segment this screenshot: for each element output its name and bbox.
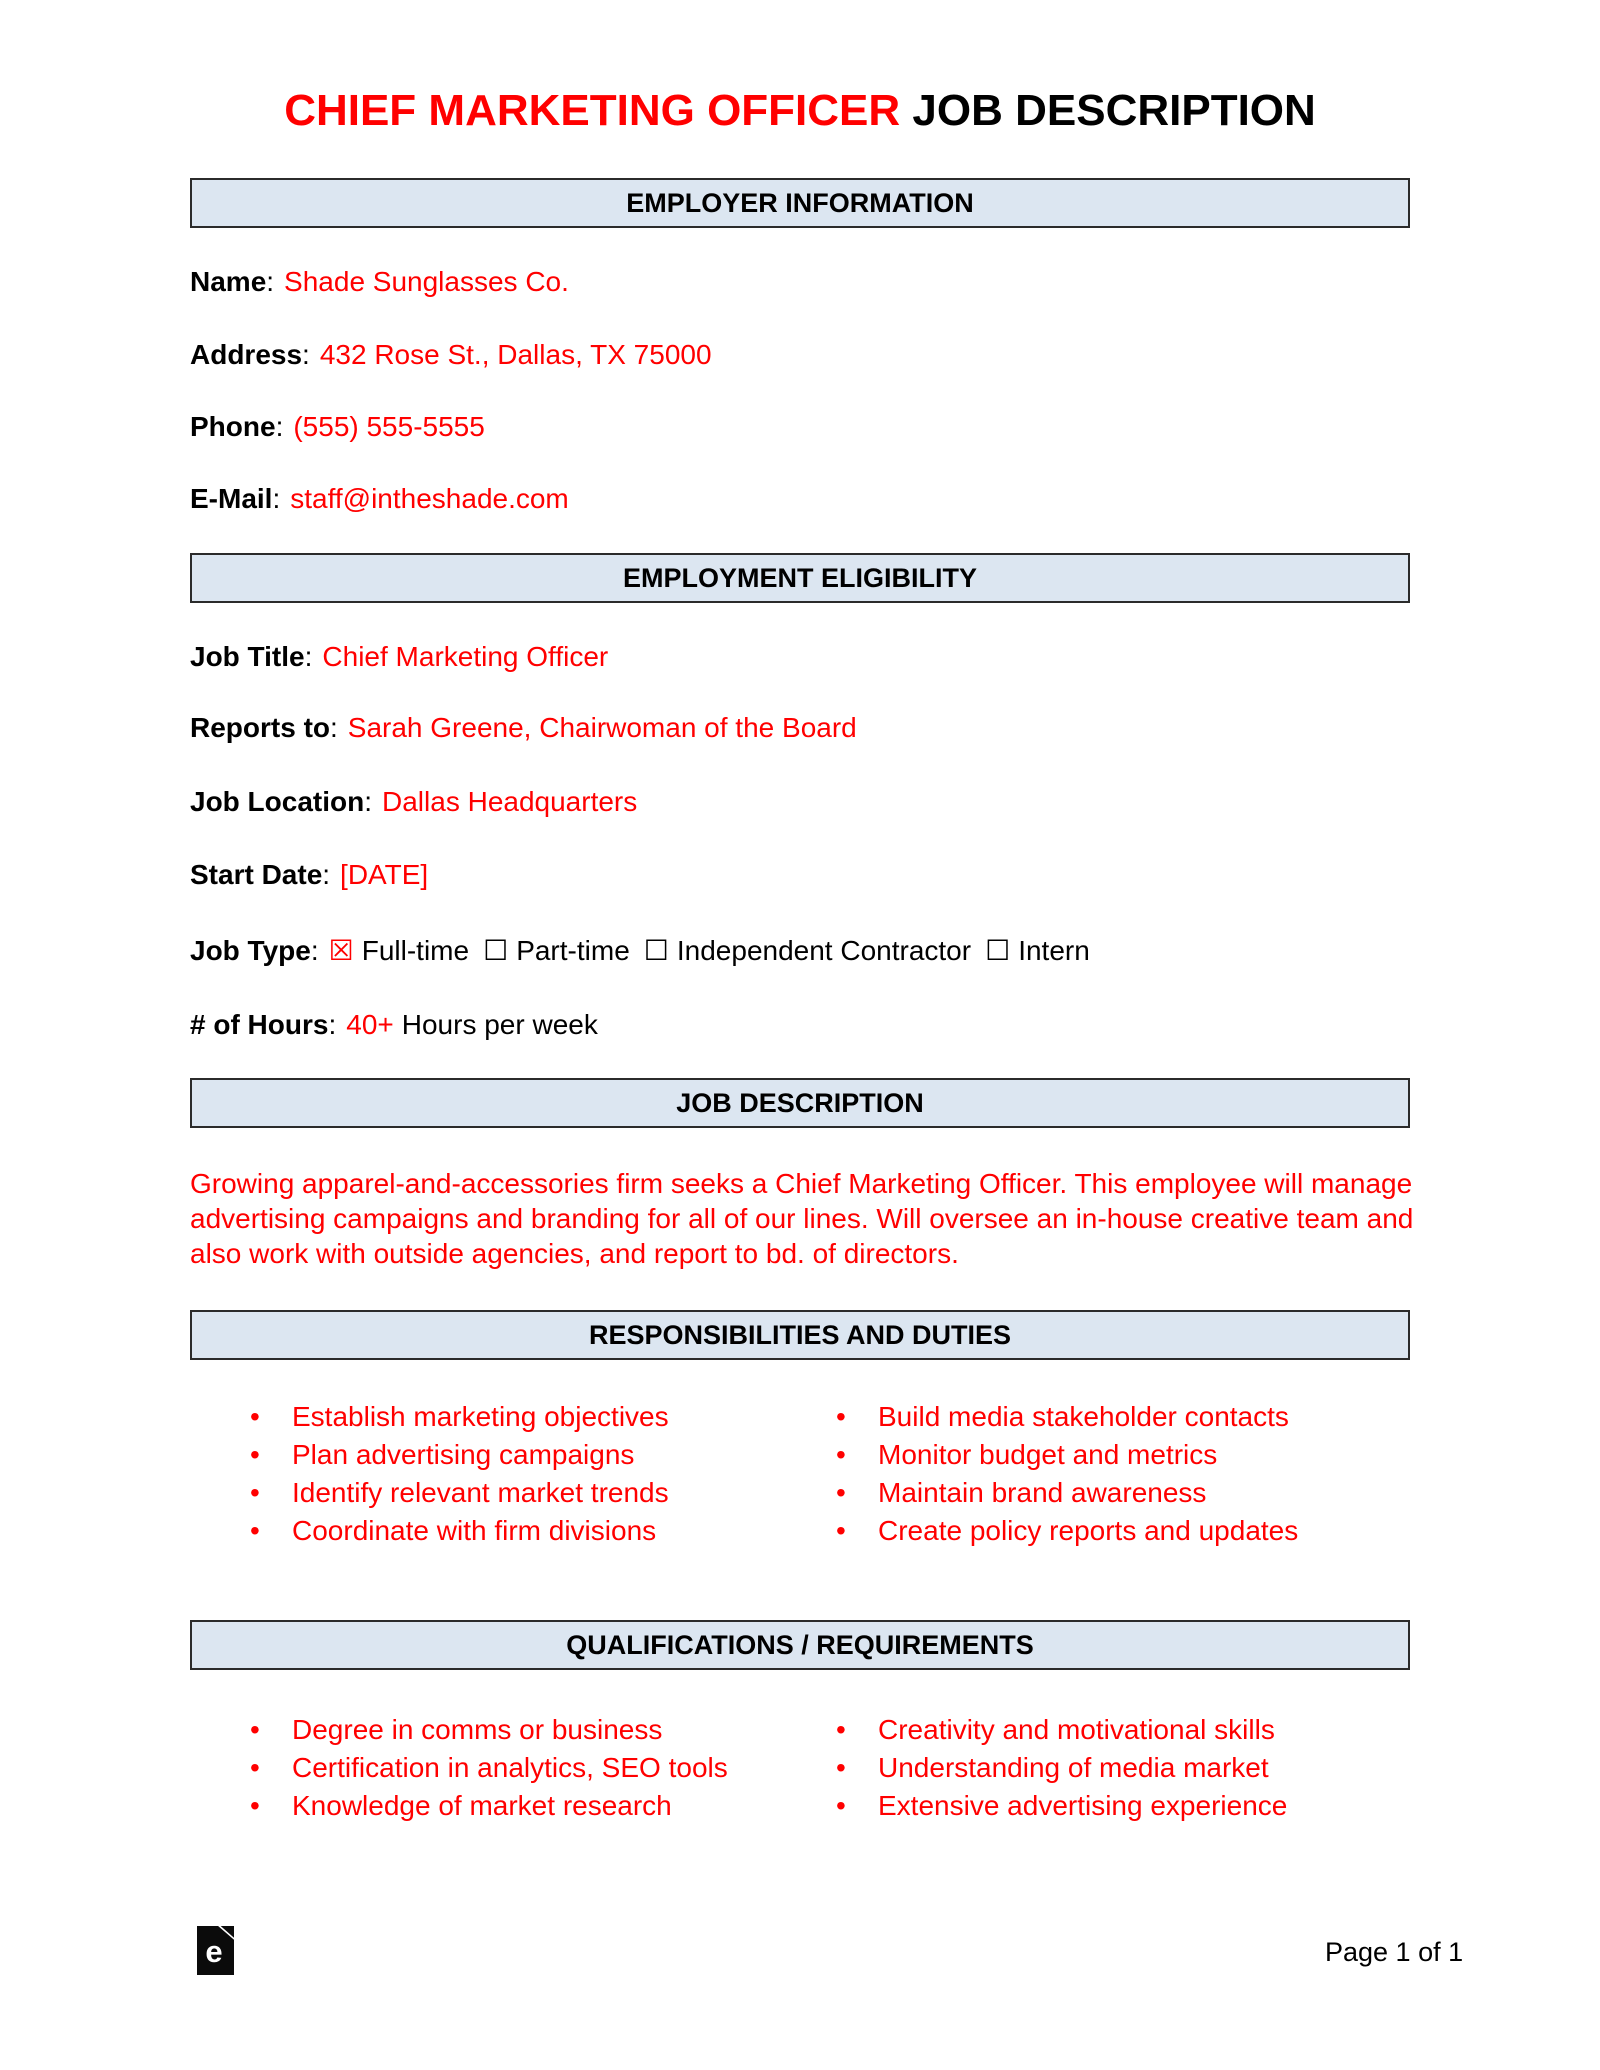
bullet-icon: •	[836, 1790, 846, 1821]
list-item	[836, 1441, 1298, 1469]
bullet-icon: •	[250, 1714, 260, 1745]
bullet-icon: •	[250, 1790, 260, 1821]
list-item	[836, 1754, 1287, 1782]
page-title-rest: JOB DESCRIPTION	[912, 86, 1316, 135]
checkbox-unchecked-icon: ☐	[483, 934, 509, 967]
list-item-text: Build media stakeholder contacts	[878, 1401, 1289, 1432]
field-label: Job Type	[190, 935, 311, 966]
bullet-icon: •	[836, 1515, 846, 1546]
job-description-text: Growing apparel-and-accessories firm seeks a Chief Marketing Officer. This employee will manage advertising campaigns and branding for all of our lines. Will oversee an in-house creative team and also work with outside agencies, and report to bd. of directors.	[190, 1168, 1414, 1269]
field-value: Dallas Headquarters	[382, 786, 638, 817]
field-reports-to: Reports to: Sarah Greene, Chairwoman of the Board	[190, 712, 857, 743]
logo-letter: e	[205, 1934, 223, 1970]
field-label: Name	[190, 266, 267, 297]
list-item	[250, 1716, 728, 1744]
list-item	[836, 1716, 1287, 1744]
field-job-location: Job Location: Dallas Headquarters	[190, 786, 638, 817]
field-start-date: Start Date: [DATE]	[190, 859, 429, 890]
field-label: Address	[190, 339, 303, 370]
field-value: 40+	[346, 1009, 394, 1040]
list-item-text: Establish marketing objectives	[292, 1401, 669, 1432]
list-item	[836, 1403, 1298, 1431]
field-label: Job Title	[190, 641, 305, 672]
job-type-option-independent-contractor: Independent Contractor	[676, 935, 972, 966]
page-title-highlight: CHIEF MARKETING OFFICER	[284, 86, 901, 135]
section-header-label: EMPLOYER INFORMATION	[626, 187, 974, 218]
job-type-option-full-time: Full-time	[361, 935, 470, 966]
section-header-label: QUALIFICATIONS / REQUIREMENTS	[566, 1629, 1034, 1660]
list-item-text: Knowledge of market research	[292, 1790, 672, 1821]
checkbox-unchecked-icon: ☐	[643, 934, 669, 967]
bullet-icon: •	[836, 1714, 846, 1745]
list-item	[250, 1517, 669, 1545]
list-item	[250, 1403, 669, 1431]
field-value: Shade Sunglasses Co.	[284, 266, 569, 297]
section-header-employment-eligibility	[190, 553, 1410, 603]
list-item-text: Certification in analytics, SEO tools	[292, 1752, 728, 1783]
list-item	[250, 1479, 669, 1507]
list-item-text: Create policy reports and updates	[878, 1515, 1299, 1546]
qualifications-list-left	[250, 1716, 728, 1830]
bullet-icon: •	[250, 1439, 260, 1470]
page-number: Page 1 of 1	[1325, 1937, 1464, 1967]
field-value: 432 Rose St., Dallas, TX 75000	[319, 339, 712, 370]
field-address: Address: 432 Rose St., Dallas, TX 75000	[190, 339, 712, 370]
field-email: E-Mail: staff@intheshade.com	[190, 483, 569, 514]
list-item	[836, 1792, 1287, 1820]
field-value: Chief Marketing Officer	[322, 641, 609, 672]
list-item-text: Maintain brand awareness	[878, 1477, 1207, 1508]
section-header-job-description	[190, 1078, 1410, 1128]
qualifications-list-right	[836, 1716, 1287, 1830]
list-item-text: Plan advertising campaigns	[292, 1439, 635, 1470]
field-value: staff@intheshade.com	[290, 483, 569, 514]
bullet-icon: •	[836, 1439, 846, 1470]
list-item-text: Creativity and motivational skills	[878, 1714, 1275, 1745]
bullet-icon: •	[836, 1401, 846, 1432]
bullet-icon: •	[250, 1752, 260, 1783]
section-header-label: JOB DESCRIPTION	[676, 1087, 924, 1118]
bullet-icon: •	[250, 1401, 260, 1432]
field-label: Start Date	[190, 859, 323, 890]
list-item-text: Understanding of media market	[878, 1752, 1269, 1783]
field-phone: Phone: (555) 555-5555	[190, 411, 485, 442]
field-label: Reports to	[190, 712, 330, 743]
field-hours: # of Hours: 40+ Hours per week	[190, 1009, 598, 1040]
list-item-text: Extensive advertising experience	[878, 1790, 1288, 1821]
bullet-icon: •	[836, 1752, 846, 1783]
field-label: Phone	[190, 411, 276, 442]
field-label: # of Hours	[190, 1009, 329, 1040]
job-type-option-intern: Intern	[1018, 935, 1090, 966]
list-item	[836, 1479, 1298, 1507]
list-item-text: Monitor budget and metrics	[878, 1439, 1218, 1470]
list-item-text: Identify relevant market trends	[292, 1477, 669, 1508]
field-value: (555) 555-5555	[293, 411, 485, 442]
list-item	[250, 1754, 728, 1782]
job-type-option-part-time: Part-time	[516, 935, 630, 966]
list-item-text: Coordinate with firm divisions	[292, 1515, 657, 1546]
field-value: [DATE]	[340, 859, 429, 890]
field-job-title: Job Title: Chief Marketing Officer	[190, 641, 609, 672]
field-job-type: Job Type: ☒ Full-time ☐ Part-time ☐ Independent Contractor ☐ Intern	[190, 934, 1090, 967]
field-suffix: Hours per week	[401, 1009, 598, 1040]
eforms-logo	[197, 1926, 234, 1975]
field-name: Name: Shade Sunglasses Co.	[190, 266, 569, 297]
page-title	[0, 86, 1600, 136]
bullet-icon: •	[250, 1477, 260, 1508]
section-header-employer-information	[190, 178, 1410, 228]
section-header-responsibilities	[190, 1310, 1410, 1360]
list-item	[250, 1441, 669, 1469]
checkbox-unchecked-icon: ☐	[985, 934, 1011, 967]
bullet-icon: •	[836, 1477, 846, 1508]
field-value: Sarah Greene, Chairwoman of the Board	[347, 712, 857, 743]
list-item	[836, 1517, 1298, 1545]
responsibilities-list-right	[836, 1403, 1298, 1555]
checkbox-checked-icon: ☒	[328, 934, 354, 967]
field-label: Job Location	[190, 786, 365, 817]
responsibilities-list-left	[250, 1403, 669, 1555]
list-item	[250, 1792, 728, 1820]
bullet-icon: •	[250, 1515, 260, 1546]
section-header-qualifications	[190, 1620, 1410, 1670]
section-header-label: EMPLOYMENT ELIGIBILITY	[622, 562, 977, 593]
section-header-label: RESPONSIBILITIES AND DUTIES	[588, 1319, 1012, 1350]
list-item-text: Degree in comms or business	[292, 1714, 663, 1745]
field-label: E-Mail	[190, 483, 273, 514]
